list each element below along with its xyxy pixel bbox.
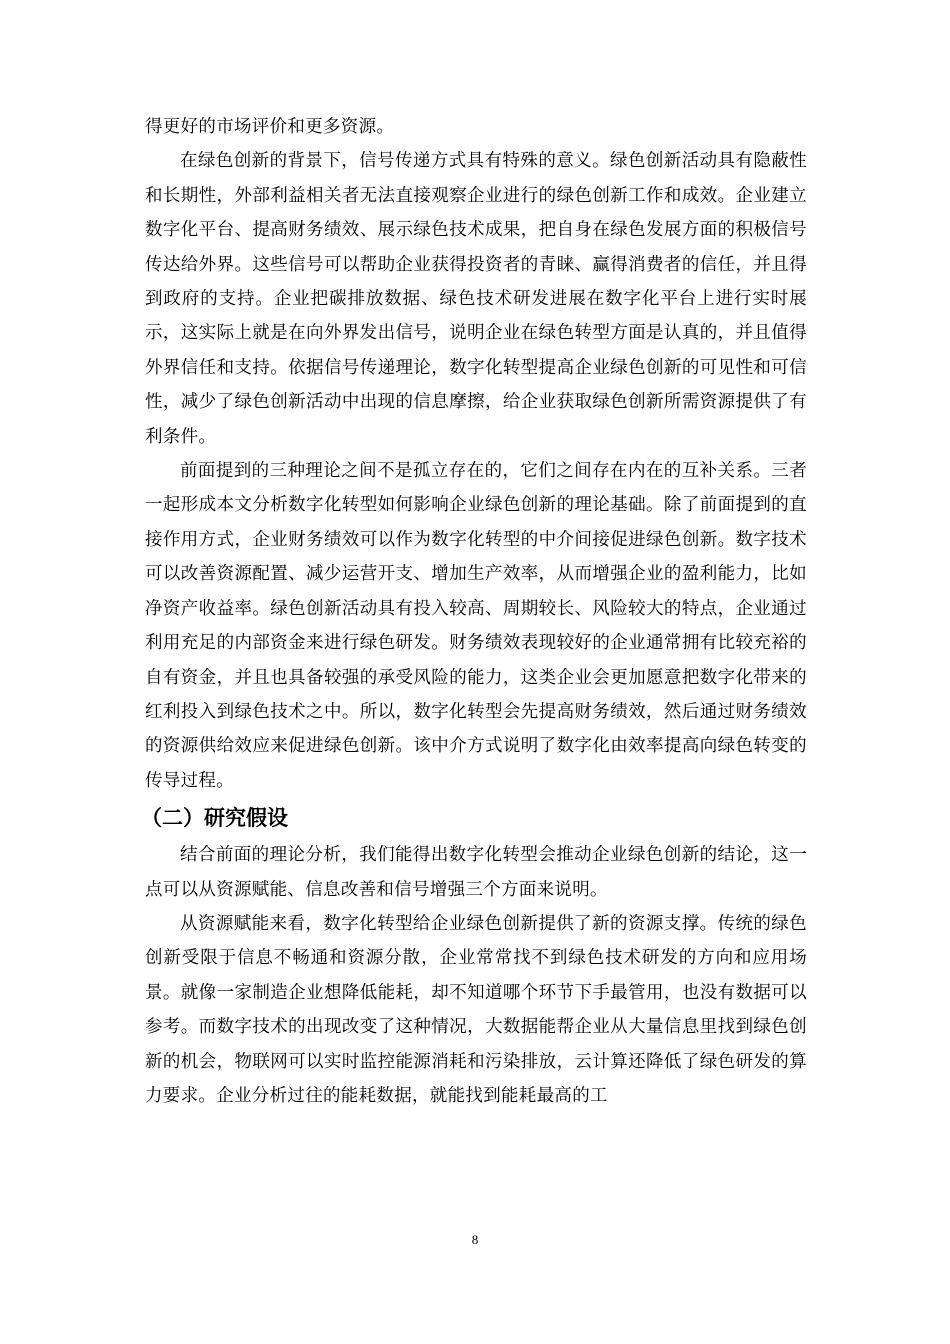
paragraph-theory-complement: 前面提到的三种理论之间不是孤立存在的，它们之间存在内在的互补关系。三者一起形成本文分析数字化转型如何影响企业绿色创新的理论基础。除了前面提到的直接作用方式，企业财务绩效可以作为数字化转型的中介间接促进绿色创新。数字技术可以改善资源配置、减少运营开支、增加生产效率，从而增强企业的盈利能力，比如净资产收益率。绿色创新活动具有投入较高、周期较长、风险较大的特点，企业通过利用充足的内部资金来进行绿色研发。财务绩效表现较好的企业通常拥有比较充裕的自有资金，并且也具备较强的承受风险的能力，这类企业会更加愿意把数字化带来的红利投入到绿色技术之中。所以，数字化转型会先提高财务绩效，然后通过财务绩效的资源供给效应来促进绿色创新。该中介方式说明了数字化由效率提高向绿色转变的传导过程。 [145, 461, 807, 791]
section-heading: （二）研究假设 [141, 806, 288, 831]
paragraph-resource-empowerment: 从资源赋能来看，数字化转型给企业绿色创新提供了新的资源支撑。传统的绿色创新受限于信息不畅通和资源分散，企业常常找不到绿色技术研发的方向和应用场景。就像一家制造企业想降低能耗，却不知道哪个环节下手最管用，也没有数据可以参考。而数字技术的出现改变了这种情况，大数据能帮企业从大量信息里找到绿色创新的机会，物联网可以实时监控能源消耗和污染排放，云计算还降低了绿色研发的算力要求。企业分析过往的能耗数据，就能找到能耗最高的工 [145, 913, 807, 1106]
body-text [141, 110, 807, 1113]
paragraph-hypothesis-intro: 结合前面的理论分析，我们能得出数字化转型会推动企业绿色创新的结论，这一点可以从资源赋能、信息改善和信号增强三个方面来说明。 [145, 845, 807, 900]
page-number: 8 [471, 1232, 479, 1247]
paragraph-signal-transmission: 在绿色创新的背景下，信号传递方式具有特殊的意义。绿色创新活动具有隐蔽性和长期性，外部利益相关者无法直接观察企业进行的绿色创新工作和成效。企业建立数字化平台、提高财务绩效、展示绿色技术成果，把自身在绿色发展方面的积极信号传达给外界。这些信号可以帮助企业获得投资者的青睐、赢得消费者的信任，并且得到政府的支持。企业把碳排放数据、绿色技术研发进展在数字化平台上进行实时展示，这实际上就是在向外界发出信号，说明企业在绿色转型方面是认真的，并且值得外界信任和支持。依据信号传递理论，数字化转型提高企业绿色创新的可见性和可信性，减少了绿色创新活动中出现的信息摩擦，给企业获取绿色创新所需资源提供了有利条件。 [145, 151, 807, 447]
paragraph-continuation: 得更好的市场评价和更多资源。 [145, 117, 395, 137]
